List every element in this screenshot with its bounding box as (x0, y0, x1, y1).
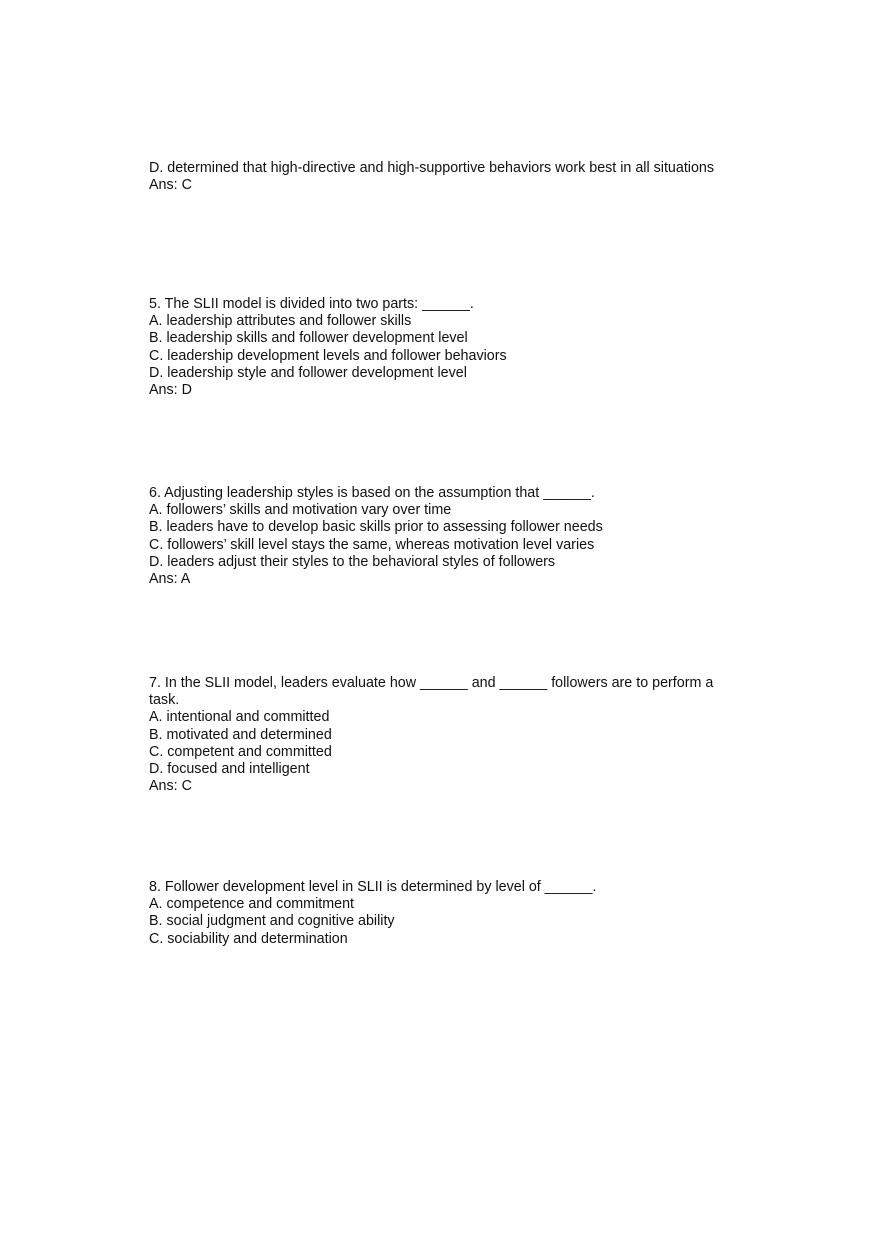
question-text: 8. Follower development level in SLII is determined by level of ______. (149, 879, 597, 895)
question-7 (149, 675, 739, 795)
option-d: D. leadership style and follower development level (149, 364, 467, 381)
question-5 (149, 296, 739, 399)
option-a: A. competence and commitment (149, 896, 355, 913)
option-d: D. leaders adjust their styles to the behavioral styles of followers (149, 553, 556, 570)
answer: Ans: C (149, 177, 192, 194)
option-a: A. followers’ skills and motivation vary over time (149, 502, 452, 519)
question-8 (149, 879, 739, 948)
option-c: C. followers’ skill level stays the same, whereas motivation level varies (149, 536, 595, 553)
option-b: B. social judgment and cognitive ability (149, 913, 395, 930)
question-6 (149, 485, 739, 588)
option-b: B. motivated and determined (149, 726, 332, 743)
option-c: C. sociability and determination (149, 930, 348, 947)
answer: Ans: A (149, 571, 191, 588)
answer: Ans: C (149, 778, 192, 795)
question-text: 7. In the SLII model, leaders evaluate how ______ and ______ followers are to perform a task. (149, 675, 718, 709)
question-text: 6. Adjusting leadership styles is based on the assumption that ______. (149, 485, 595, 501)
question-text: 5. The SLII model is divided into two parts: ______. (149, 296, 474, 312)
option-b: B. leadership skills and follower development level (149, 330, 468, 347)
option-a: A. leadership attributes and follower skills (149, 313, 412, 330)
option-c: C. leadership development levels and follower behaviors (149, 347, 507, 364)
option-c: C. competent and committed (149, 743, 332, 760)
question-4-continued (149, 160, 739, 194)
answer: Ans: D (149, 382, 192, 399)
option-d: D. focused and intelligent (149, 761, 310, 778)
option-b: B. leaders have to develop basic skills prior to assessing follower needs (149, 519, 603, 536)
option-d: D. determined that high-directive and high-supportive behaviors work best in all situations (149, 160, 715, 176)
option-a: A. intentional and committed (149, 709, 330, 726)
